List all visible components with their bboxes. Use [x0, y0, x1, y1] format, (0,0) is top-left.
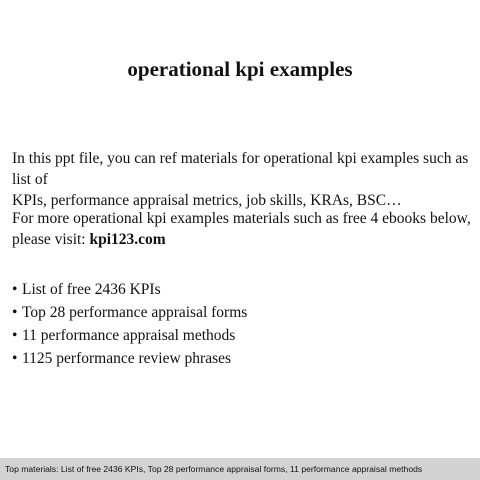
list-item-label: 1125 performance review phrases: [22, 350, 232, 367]
list-item-label: 11 performance appraisal methods: [22, 327, 236, 344]
list-item: [12, 347, 452, 370]
bullet-icon: •: [12, 281, 18, 298]
intro-line-1: In this ppt file, you can ref materials for operational kpi examples such as list of: [12, 150, 469, 188]
visit-prefix: please visit:: [12, 231, 90, 248]
bullet-icon: •: [12, 350, 18, 367]
list-item-label: Top 28 performance appraisal forms: [22, 304, 248, 321]
list-item: [12, 301, 452, 324]
more-info-paragraph: [12, 208, 472, 250]
kpi123-link[interactable]: kpi123.com: [89, 231, 166, 248]
bullet-icon: •: [12, 304, 18, 321]
list-item: [12, 278, 452, 301]
intro-paragraph: [12, 148, 472, 211]
list-item: [12, 324, 452, 347]
footer-bar: [0, 458, 480, 480]
more-info-line-2: [12, 229, 472, 250]
list-item-label: List of free 2436 KPIs: [22, 281, 161, 298]
footer-text: Top materials: List of free 2436 KPIs, Top 28 performance appraisal forms, 11 performance appraisal methods: [5, 464, 423, 474]
intro-line-2: KPIs, performance appraisal metrics, job skills, KRAs, BSC…: [12, 192, 402, 209]
more-info-line-1: For more operational kpi examples materials such as free 4 ebooks below,: [12, 210, 471, 227]
slide-title: operational kpi examples: [127, 57, 353, 81]
materials-list: [12, 278, 452, 370]
bullet-icon: •: [12, 327, 18, 344]
